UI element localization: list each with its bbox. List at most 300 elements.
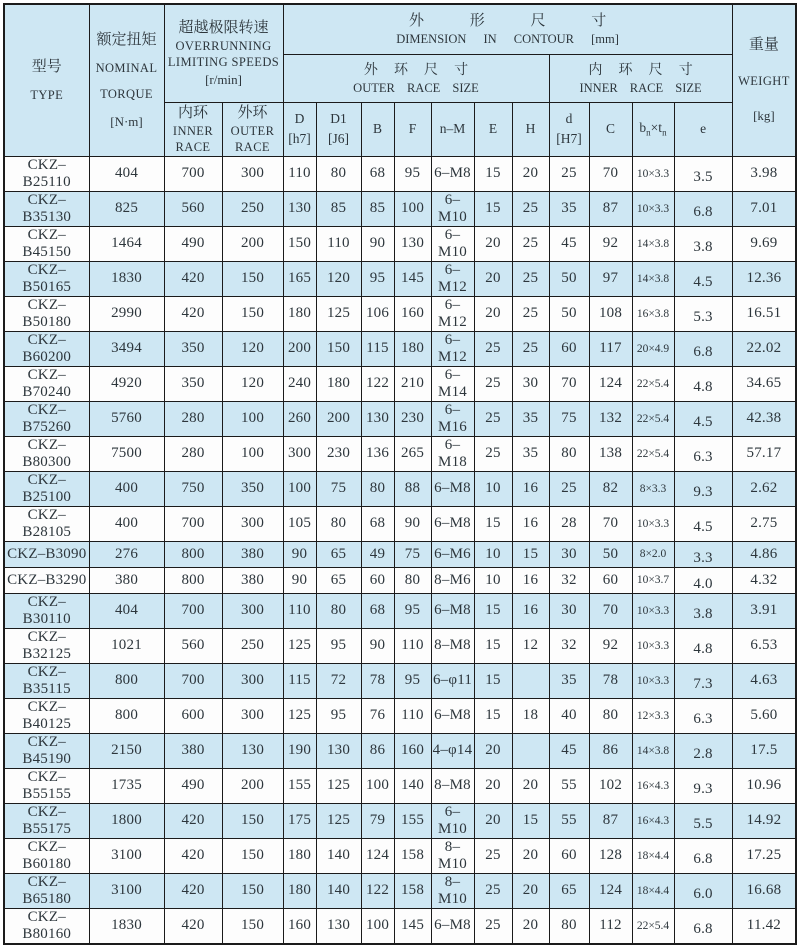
table-row xyxy=(4,567,796,593)
cell-F: 160 xyxy=(394,296,431,331)
cell-D: 90 xyxy=(283,541,316,567)
cell-d: 75 xyxy=(549,401,589,436)
cell-H xyxy=(512,663,549,698)
cell-B: 60 xyxy=(361,567,394,593)
cell-D1: 125 xyxy=(316,296,361,331)
cell-weight: 11.42 xyxy=(732,908,796,944)
cell-D: 130 xyxy=(283,191,316,226)
cell-type: CKZ–B60200 xyxy=(4,331,89,366)
cell-E: 25 xyxy=(474,331,512,366)
cell-H: 30 xyxy=(512,366,549,401)
cell-C: 70 xyxy=(589,156,632,191)
cell-E: 25 xyxy=(474,401,512,436)
cell-e: 7.3 xyxy=(674,663,732,698)
cell-outer-race-speed: 380 xyxy=(222,567,283,593)
cell-D: 100 xyxy=(283,471,316,506)
cell-weight: 4.86 xyxy=(732,541,796,567)
cell-d: 80 xyxy=(549,908,589,944)
header-dimension-zh: 外 形 尺 寸 xyxy=(408,13,628,30)
cell-E: 15 xyxy=(474,506,512,541)
cell-n-M: 6–M18 xyxy=(431,436,474,471)
cell-F: 145 xyxy=(394,908,431,944)
cell-weight: 3.98 xyxy=(732,156,796,191)
col-header-F: F xyxy=(394,102,431,156)
col-header-d xyxy=(549,102,589,156)
cell-H: 15 xyxy=(512,541,549,567)
col-header-D-tolerance: [h7] xyxy=(288,131,311,146)
header-speeds-inner-en2: RACE xyxy=(175,140,211,155)
col-header-D xyxy=(283,102,316,156)
cell-B: 130 xyxy=(361,401,394,436)
cell-B: 90 xyxy=(361,628,394,663)
cell-weight: 10.96 xyxy=(732,768,796,803)
cell-e: 4.5 xyxy=(674,401,732,436)
header-torque-zh: 额定扭矩 xyxy=(96,31,157,48)
header-speeds-en2: LIMITING SPEEDS xyxy=(167,55,280,70)
table-row xyxy=(4,331,796,366)
cell-F: 158 xyxy=(394,838,431,873)
cell-type: CKZ–B50180 xyxy=(4,296,89,331)
cell-nominal-torque: 2150 xyxy=(89,733,164,768)
cell-D1: 95 xyxy=(316,698,361,733)
cell-outer-race-speed: 200 xyxy=(222,226,283,261)
cell-F: 145 xyxy=(394,261,431,296)
cell-bn-tn: 22×5.4 xyxy=(632,366,674,401)
cell-D1: 80 xyxy=(316,156,361,191)
cell-outer-race-speed: 150 xyxy=(222,838,283,873)
header-speeds-outer-en1: OUTER xyxy=(230,123,275,138)
cell-D1: 72 xyxy=(316,663,361,698)
cell-nominal-torque: 1021 xyxy=(89,628,164,663)
cell-F: 90 xyxy=(394,506,431,541)
cell-D1: 140 xyxy=(316,838,361,873)
cell-inner-race-speed: 280 xyxy=(164,436,222,471)
cell-e: 9.3 xyxy=(674,768,732,803)
cell-C: 92 xyxy=(589,628,632,663)
header-overrunning-speeds xyxy=(164,4,283,102)
cell-D: 115 xyxy=(283,663,316,698)
cell-E: 10 xyxy=(474,541,512,567)
cell-H: 35 xyxy=(512,436,549,471)
cell-d: 25 xyxy=(549,156,589,191)
cell-e: 4.5 xyxy=(674,506,732,541)
cell-bn-tn: 16×3.8 xyxy=(632,296,674,331)
cell-F: 230 xyxy=(394,401,431,436)
cell-nominal-torque: 404 xyxy=(89,593,164,628)
col-header-C: C xyxy=(589,102,632,156)
cell-n-M: 6–M8 xyxy=(431,471,474,506)
cell-inner-race-speed: 800 xyxy=(164,567,222,593)
cell-B: 124 xyxy=(361,838,394,873)
cell-B: 68 xyxy=(361,506,394,541)
cell-d: 35 xyxy=(549,663,589,698)
cell-C: 82 xyxy=(589,471,632,506)
cell-F: 140 xyxy=(394,768,431,803)
cell-outer-race-speed: 100 xyxy=(222,436,283,471)
cell-bn-tn: 16×4.3 xyxy=(632,803,674,838)
col-header-n-M: n–M xyxy=(431,102,474,156)
cell-inner-race-speed: 700 xyxy=(164,663,222,698)
col-header-bn-tn: $b_n\times t_n$ xyxy=(632,102,674,156)
cell-outer-race-speed: 200 xyxy=(222,768,283,803)
cell-C: 92 xyxy=(589,226,632,261)
cell-e: 6.8 xyxy=(674,908,732,944)
cell-type: CKZ–B45150 xyxy=(4,226,89,261)
cell-H: 25 xyxy=(512,226,549,261)
cell-E: 15 xyxy=(474,628,512,663)
cell-bn-tn: 22×5.4 xyxy=(632,908,674,944)
cell-C: 124 xyxy=(589,366,632,401)
table-row xyxy=(4,191,796,226)
cell-d: 30 xyxy=(549,541,589,567)
cell-inner-race-speed: 380 xyxy=(164,733,222,768)
cell-inner-race-speed: 700 xyxy=(164,593,222,628)
cell-D1: 130 xyxy=(316,733,361,768)
cell-type: CKZ–B30110 xyxy=(4,593,89,628)
cell-nominal-torque: 2990 xyxy=(89,296,164,331)
cell-e: 6.8 xyxy=(674,191,732,226)
cell-n-M: 6–M12 xyxy=(431,296,474,331)
cell-nominal-torque: 1800 xyxy=(89,803,164,838)
header-speeds-inner-zh: 内环 xyxy=(177,104,208,121)
cell-B: 90 xyxy=(361,226,394,261)
cell-H: 20 xyxy=(512,873,549,908)
cell-type: CKZ–B75260 xyxy=(4,401,89,436)
col-header-D1 xyxy=(316,102,361,156)
cell-outer-race-speed: 130 xyxy=(222,733,283,768)
cell-E: 15 xyxy=(474,593,512,628)
cell-n-M: 4–φ14 xyxy=(431,733,474,768)
cell-weight: 14.92 xyxy=(732,803,796,838)
cell-B: 80 xyxy=(361,471,394,506)
cell-type: CKZ–B55155 xyxy=(4,768,89,803)
table-row xyxy=(4,471,796,506)
cell-e: 3.8 xyxy=(674,593,732,628)
cell-weight: 7.01 xyxy=(732,191,796,226)
cell-C: 80 xyxy=(589,698,632,733)
cell-D1: 150 xyxy=(316,331,361,366)
cell-weight: 4.63 xyxy=(732,663,796,698)
cell-outer-race-speed: 250 xyxy=(222,628,283,663)
cell-F: 180 xyxy=(394,331,431,366)
cell-e: 4.8 xyxy=(674,366,732,401)
cell-D1: 200 xyxy=(316,401,361,436)
cell-D: 155 xyxy=(283,768,316,803)
cell-bn-tn: 22×5.4 xyxy=(632,436,674,471)
cell-inner-race-speed: 800 xyxy=(164,541,222,567)
cell-outer-race-speed: 300 xyxy=(222,698,283,733)
cell-e: 3.5 xyxy=(674,156,732,191)
cell-inner-race-speed: 420 xyxy=(164,873,222,908)
cell-D: 200 xyxy=(283,331,316,366)
cell-d: 25 xyxy=(549,471,589,506)
table-row xyxy=(4,593,796,628)
cell-inner-race-speed: 700 xyxy=(164,506,222,541)
cell-type: CKZ–B80300 xyxy=(4,436,89,471)
cell-type: CKZ–B70240 xyxy=(4,366,89,401)
cell-outer-race-speed: 100 xyxy=(222,401,283,436)
cell-E: 15 xyxy=(474,663,512,698)
cell-C: 70 xyxy=(589,593,632,628)
cell-nominal-torque: 1830 xyxy=(89,908,164,944)
cell-B: 78 xyxy=(361,663,394,698)
cell-D1: 85 xyxy=(316,191,361,226)
cell-nominal-torque: 1830 xyxy=(89,261,164,296)
cell-B: 79 xyxy=(361,803,394,838)
cell-E: 15 xyxy=(474,156,512,191)
cell-bn-tn: 8×2.0 xyxy=(632,541,674,567)
cell-D1: 75 xyxy=(316,471,361,506)
cell-B: 136 xyxy=(361,436,394,471)
cell-H: 15 xyxy=(512,803,549,838)
header-weight-en: WEIGHT xyxy=(738,74,790,89)
cell-D: 160 xyxy=(283,908,316,944)
cell-outer-race-speed: 120 xyxy=(222,366,283,401)
cell-H: 25 xyxy=(512,261,549,296)
cell-e: 9.3 xyxy=(674,471,732,506)
col-header-e: e xyxy=(674,102,732,156)
cell-D1: 65 xyxy=(316,541,361,567)
cell-bn-tn: 18×4.4 xyxy=(632,873,674,908)
cell-nominal-torque: 3100 xyxy=(89,873,164,908)
header-type xyxy=(4,4,89,156)
col-header-H: H xyxy=(512,102,549,156)
table-row xyxy=(4,908,796,944)
cell-n-M: 6–M8 xyxy=(431,698,474,733)
cell-type: CKZ–B3090 xyxy=(4,541,89,567)
cell-F: 95 xyxy=(394,593,431,628)
table-body xyxy=(4,156,796,944)
cell-B: 49 xyxy=(361,541,394,567)
table-row xyxy=(4,873,796,908)
cell-H: 20 xyxy=(512,156,549,191)
cell-F: 95 xyxy=(394,156,431,191)
cell-e: 4.8 xyxy=(674,628,732,663)
cell-type: CKZ–B80160 xyxy=(4,908,89,944)
header-type-zh: 型号 xyxy=(31,59,62,75)
cell-inner-race-speed: 750 xyxy=(164,471,222,506)
cell-n-M: 6–M16 xyxy=(431,401,474,436)
cell-type: CKZ–B45190 xyxy=(4,733,89,768)
cell-B: 85 xyxy=(361,191,394,226)
cell-outer-race-speed: 150 xyxy=(222,873,283,908)
cell-inner-race-speed: 600 xyxy=(164,698,222,733)
col-header-B: B xyxy=(361,102,394,156)
cell-nominal-torque: 380 xyxy=(89,567,164,593)
cell-e: 3.8 xyxy=(674,226,732,261)
cell-inner-race-speed: 700 xyxy=(164,156,222,191)
cell-weight: 12.36 xyxy=(732,261,796,296)
cell-B: 95 xyxy=(361,261,394,296)
header-torque-unit: [N·m] xyxy=(110,113,143,129)
cell-e: 6.8 xyxy=(674,838,732,873)
cell-C: 112 xyxy=(589,908,632,944)
cell-H: 16 xyxy=(512,471,549,506)
cell-nominal-torque: 4920 xyxy=(89,366,164,401)
table-row xyxy=(4,838,796,873)
cell-n-M: 6–M12 xyxy=(431,261,474,296)
cell-type: CKZ–B32125 xyxy=(4,628,89,663)
header-inner-race-size xyxy=(549,54,732,102)
cell-n-M: 6–M14 xyxy=(431,366,474,401)
header-torque-en2: TORQUE xyxy=(100,87,153,102)
cell-D: 110 xyxy=(283,593,316,628)
cell-inner-race-speed: 490 xyxy=(164,226,222,261)
header-inner-size-en: INNER RACE SIZE xyxy=(579,81,702,95)
cell-E: 15 xyxy=(474,698,512,733)
cell-C: 128 xyxy=(589,838,632,873)
cell-outer-race-speed: 150 xyxy=(222,261,283,296)
cell-weight: 2.62 xyxy=(732,471,796,506)
cell-F: 160 xyxy=(394,733,431,768)
header-speeds-inner-en1: INNER xyxy=(172,123,214,138)
header-weight xyxy=(732,4,796,156)
cell-E: 20 xyxy=(474,733,512,768)
cell-weight: 42.38 xyxy=(732,401,796,436)
cell-d: 45 xyxy=(549,226,589,261)
cell-E: 20 xyxy=(474,261,512,296)
cell-B: 86 xyxy=(361,733,394,768)
cell-nominal-torque: 400 xyxy=(89,471,164,506)
cell-d: 50 xyxy=(549,261,589,296)
cell-H: 18 xyxy=(512,698,549,733)
cell-D1: 95 xyxy=(316,628,361,663)
cell-D: 105 xyxy=(283,506,316,541)
cell-D: 190 xyxy=(283,733,316,768)
cell-e: 2.8 xyxy=(674,733,732,768)
cell-e: 6.8 xyxy=(674,331,732,366)
cell-outer-race-speed: 300 xyxy=(222,593,283,628)
cell-bn-tn: 8×3.3 xyxy=(632,471,674,506)
header-speeds-zh: 超越极限转速 xyxy=(178,19,269,36)
cell-C: 87 xyxy=(589,803,632,838)
cell-bn-tn: 10×3.3 xyxy=(632,191,674,226)
cell-n-M: 6–φ11 xyxy=(431,663,474,698)
cell-C: 50 xyxy=(589,541,632,567)
cell-inner-race-speed: 420 xyxy=(164,838,222,873)
cell-nominal-torque: 1735 xyxy=(89,768,164,803)
cell-bn-tn: 18×4.4 xyxy=(632,838,674,873)
cell-d: 32 xyxy=(549,567,589,593)
cell-C: 70 xyxy=(589,506,632,541)
cell-D: 180 xyxy=(283,838,316,873)
cell-n-M: 6–M10 xyxy=(431,191,474,226)
cell-nominal-torque: 800 xyxy=(89,698,164,733)
cell-outer-race-speed: 150 xyxy=(222,803,283,838)
cell-C: 138 xyxy=(589,436,632,471)
header-speeds-unit: [r/min] xyxy=(205,71,242,87)
cell-type: CKZ–B28105 xyxy=(4,506,89,541)
cell-n-M: 8–M6 xyxy=(431,567,474,593)
table-row xyxy=(4,226,796,261)
header-outer-size-zh: 外 环 尺 寸 xyxy=(363,63,475,78)
cell-D: 175 xyxy=(283,803,316,838)
cell-inner-race-speed: 280 xyxy=(164,401,222,436)
cell-H: 20 xyxy=(512,768,549,803)
cell-weight: 17.25 xyxy=(732,838,796,873)
cell-F: 158 xyxy=(394,873,431,908)
cell-B: 115 xyxy=(361,331,394,366)
cell-type: CKZ–B35115 xyxy=(4,663,89,698)
cell-F: 210 xyxy=(394,366,431,401)
header-speeds-outer-race xyxy=(222,102,283,156)
specification-table xyxy=(3,3,797,945)
cell-D: 150 xyxy=(283,226,316,261)
cell-e: 6.0 xyxy=(674,873,732,908)
table-row xyxy=(4,506,796,541)
cell-bn-tn: 12×3.3 xyxy=(632,698,674,733)
header-outer-size-en: OUTER RACE SIZE xyxy=(353,81,479,95)
header-weight-zh: 重量 xyxy=(748,36,779,53)
cell-F: 130 xyxy=(394,226,431,261)
cell-nominal-torque: 3100 xyxy=(89,838,164,873)
cell-d: 50 xyxy=(549,296,589,331)
cell-bn-tn: 22×5.4 xyxy=(632,401,674,436)
cell-inner-race-speed: 560 xyxy=(164,628,222,663)
cell-n-M: 6–M8 xyxy=(431,593,474,628)
cell-F: 100 xyxy=(394,191,431,226)
cell-outer-race-speed: 350 xyxy=(222,471,283,506)
cell-D: 90 xyxy=(283,567,316,593)
cell-nominal-torque: 825 xyxy=(89,191,164,226)
cell-outer-race-speed: 150 xyxy=(222,296,283,331)
cell-weight: 57.17 xyxy=(732,436,796,471)
cell-e: 6.3 xyxy=(674,698,732,733)
cell-inner-race-speed: 560 xyxy=(164,191,222,226)
cell-nominal-torque: 1464 xyxy=(89,226,164,261)
cell-E: 10 xyxy=(474,471,512,506)
cell-n-M: 8–M10 xyxy=(431,838,474,873)
cell-D: 125 xyxy=(283,698,316,733)
cell-D: 165 xyxy=(283,261,316,296)
cell-weight: 34.65 xyxy=(732,366,796,401)
cell-H: 16 xyxy=(512,593,549,628)
cell-inner-race-speed: 420 xyxy=(164,261,222,296)
cell-inner-race-speed: 420 xyxy=(164,803,222,838)
header-nominal-torque xyxy=(89,4,164,156)
cell-d: 55 xyxy=(549,768,589,803)
table-row xyxy=(4,366,796,401)
cell-n-M: 6–M8 xyxy=(431,156,474,191)
cell-n-M: 6–M10 xyxy=(431,803,474,838)
header-inner-size-zh: 内 环 尺 寸 xyxy=(588,63,700,78)
cell-nominal-torque: 3494 xyxy=(89,331,164,366)
cell-C: 132 xyxy=(589,401,632,436)
cell-D: 125 xyxy=(283,628,316,663)
cell-d: 32 xyxy=(549,628,589,663)
table-row xyxy=(4,541,796,567)
cell-d: 65 xyxy=(549,873,589,908)
cell-D1: 80 xyxy=(316,506,361,541)
cell-D: 180 xyxy=(283,873,316,908)
cell-bn-tn: 20×4.9 xyxy=(632,331,674,366)
cell-E: 20 xyxy=(474,296,512,331)
cell-outer-race-speed: 300 xyxy=(222,506,283,541)
cell-n-M: 8–M8 xyxy=(431,628,474,663)
cell-E: 25 xyxy=(474,838,512,873)
table-row xyxy=(4,156,796,191)
cell-F: 155 xyxy=(394,803,431,838)
cell-D1: 65 xyxy=(316,567,361,593)
cell-bn-tn: 14×3.8 xyxy=(632,226,674,261)
cell-weight: 4.32 xyxy=(732,567,796,593)
cell-weight: 16.68 xyxy=(732,873,796,908)
cell-type: CKZ–B60180 xyxy=(4,838,89,873)
cell-n-M: 6–M10 xyxy=(431,226,474,261)
cell-D: 260 xyxy=(283,401,316,436)
cell-D: 110 xyxy=(283,156,316,191)
cell-C: 102 xyxy=(589,768,632,803)
